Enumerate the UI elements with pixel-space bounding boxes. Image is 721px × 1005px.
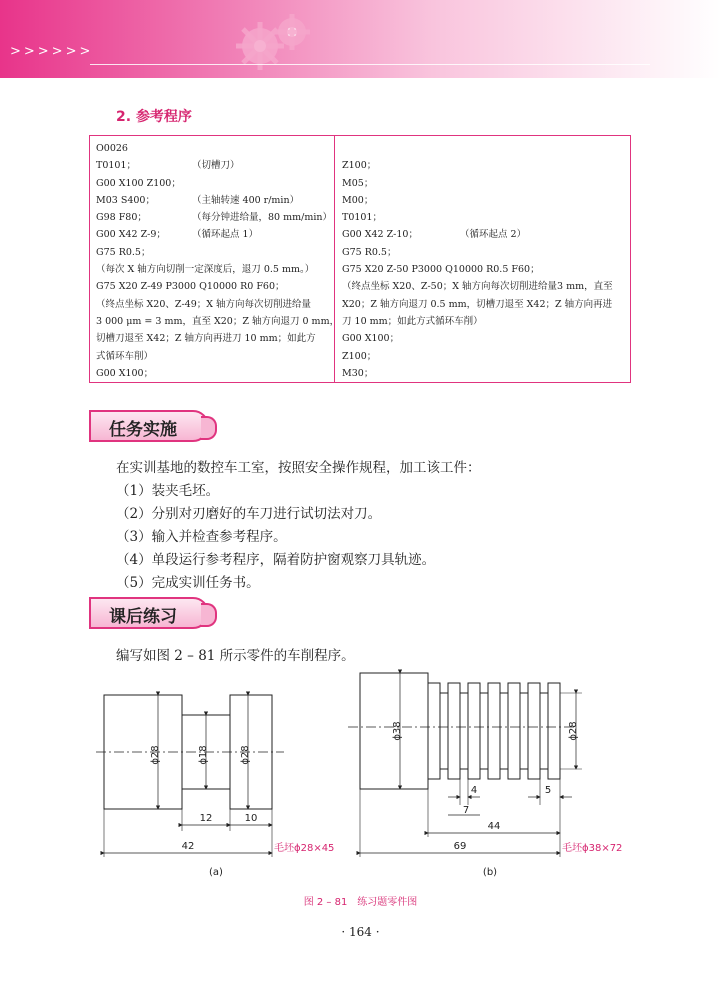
task-banner: [89, 410, 209, 442]
program-code: M05；: [342, 177, 374, 189]
program-line: [342, 209, 627, 226]
figure-a: [96, 695, 284, 857]
program-code: G00 X42 Z-10；: [342, 229, 418, 241]
task-text: [116, 457, 481, 595]
program-line: [342, 175, 627, 192]
program-comment: （每分钟进给量，80 mm/min）: [192, 212, 332, 224]
figure-b-blank-note: 毛坯ϕ38×72: [562, 843, 623, 854]
program-line: [96, 157, 328, 174]
exercise-text: 编写如图 2 – 81 所示零件的车削程序。: [116, 648, 355, 664]
figure-a-label: (a): [209, 867, 223, 878]
program-line: [96, 330, 328, 347]
program-line: [342, 296, 627, 313]
task-banner-title: 任务实施: [109, 420, 177, 440]
exercise-banner: [89, 597, 209, 629]
program-line: [342, 348, 627, 365]
program-comment: （切槽刀）: [192, 160, 240, 172]
banner-tab-decoration: [201, 603, 217, 627]
program-code: G00 X100 Z100；: [96, 177, 181, 189]
figure-a-dim-d1: ϕ28: [150, 745, 161, 765]
chevron-decoration-icon: >>>>>>: [10, 44, 94, 59]
program-code: （终点坐标 X20、Z-49；X 轴方向每次切削进给量: [96, 298, 312, 310]
program-line: [96, 192, 328, 209]
program-code: Z100；: [342, 350, 377, 362]
program-code: G75 X20 Z-49 P3000 Q10000 R0 F60；: [96, 281, 285, 293]
program-line: [342, 226, 627, 243]
task-step: （5）完成实训任务书。: [116, 575, 260, 591]
program-code: （每次 X 轴方向切削一定深度后，退刀 0.5 mm。）: [96, 264, 315, 276]
program-line: [96, 278, 328, 295]
program-line: [96, 261, 328, 278]
section-title: 参考程序: [135, 109, 192, 125]
section-number: 2.: [116, 109, 132, 125]
figure-a-dim-w2: 10: [244, 813, 258, 824]
task-step: （3）输入并检查参考程序。: [116, 529, 287, 545]
program-comment: （主轴转速 400 r/min）: [192, 194, 300, 206]
program-code: G75 R0.5；: [342, 246, 397, 258]
header-rule: [90, 64, 650, 65]
program-code: M30；: [342, 367, 374, 379]
program-code: G98 F80；: [96, 212, 147, 224]
program-line: [96, 296, 328, 313]
task-intro: 在实训基地的数控车工室，按照安全操作规程，加工该工件：: [116, 460, 481, 476]
program-code: 式循环车削）: [96, 350, 154, 362]
program-code: O0026: [96, 143, 128, 154]
program-code: Z100；: [342, 160, 377, 172]
program-line: [342, 192, 627, 209]
program-code: T0101；: [96, 160, 137, 172]
figure-b-dim-groove: 4: [470, 785, 478, 796]
figure-a-dim-d3: ϕ28: [240, 745, 251, 765]
program-right-column: [342, 140, 627, 382]
program-line: [342, 365, 627, 382]
figure-a-blank-note: 毛坯ϕ28×45: [274, 843, 335, 854]
figure-b-dim-end: 5: [544, 785, 552, 796]
banner-tab-decoration: [201, 416, 217, 440]
program-code: 刀 10 mm；如此方式循环车削）: [342, 315, 483, 327]
part-drawings: [96, 665, 656, 885]
program-line: [96, 244, 328, 261]
program-line: [342, 330, 627, 347]
program-table: [89, 135, 631, 383]
program-line: [342, 140, 627, 157]
program-code: G00 X100；: [96, 367, 154, 379]
figure-b-label: (b): [482, 867, 498, 878]
page-number: · 164 ·: [341, 925, 380, 939]
figure-b-dim-d1: ϕ38: [392, 721, 403, 741]
figure-a-dim-w1: 12: [199, 813, 213, 824]
figure-caption: 图 2 – 81 练习题零件图: [303, 897, 418, 908]
gear-icon: [230, 6, 320, 76]
program-line: [96, 348, 328, 365]
task-step: （4）单段运行参考程序，隔着防护窗观察刀具轨迹。: [116, 552, 436, 568]
figure-b: [348, 673, 582, 857]
program-code: G00 X42 Z-9；: [96, 229, 166, 241]
program-code: （终点坐标 X20、Z-50；X 轴方向每次切削进给量3 mm，直至: [342, 281, 613, 293]
program-code: 3 000 μm = 3 mm，直至 X20；Z 轴方向退刀 0 mm，: [96, 315, 340, 327]
program-line: [96, 313, 340, 330]
program-line: [342, 313, 627, 330]
program-column-divider: [334, 136, 335, 382]
task-step: （1）装夹毛坯。: [116, 483, 220, 499]
program-code: G75 R0.5；: [96, 246, 151, 258]
page-header-band: [0, 0, 721, 78]
program-line: [96, 226, 328, 243]
program-line: [342, 261, 627, 278]
figure-b-dim-pitch: 7: [462, 805, 470, 816]
program-code: G75 X20 Z-50 P3000 Q10000 R0.5 F60；: [342, 264, 540, 276]
figure-b-dim-total: 69: [453, 841, 467, 852]
program-left-column: [96, 140, 340, 382]
task-step: （2）分别对刃磨好的车刀进行试切法对刀。: [116, 506, 382, 522]
figure-a-dim-total: 42: [181, 841, 195, 852]
program-code: G00 X100；: [342, 333, 400, 345]
program-line: [96, 209, 332, 226]
program-line: [342, 278, 627, 295]
program-comment: （循环起点 2）: [460, 229, 527, 241]
program-code: X20；Z 轴方向退刀 0.5 mm，切槽刀退至 X42；Z 轴方向再进: [342, 298, 613, 310]
program-line: [342, 244, 627, 261]
program-code: 切槽刀退至 X42；Z 轴方向再进刀 10 mm；如此方: [96, 333, 316, 345]
program-code: T0101；: [342, 212, 383, 224]
program-line: [96, 140, 328, 157]
figure-a-dim-d2: ϕ18: [198, 745, 209, 765]
exercise-banner-title: 课后练习: [109, 607, 177, 627]
program-line: [96, 175, 328, 192]
figure-b-dim-d2: ϕ28: [568, 721, 579, 741]
program-comment: （循环起点 1）: [192, 229, 259, 241]
figure-b-dim-span: 44: [487, 821, 501, 832]
program-line: [342, 157, 627, 174]
program-line: [96, 365, 328, 382]
section-heading: [116, 106, 192, 126]
program-code: M00；: [342, 194, 374, 206]
program-code: M03 S400；: [96, 194, 155, 206]
